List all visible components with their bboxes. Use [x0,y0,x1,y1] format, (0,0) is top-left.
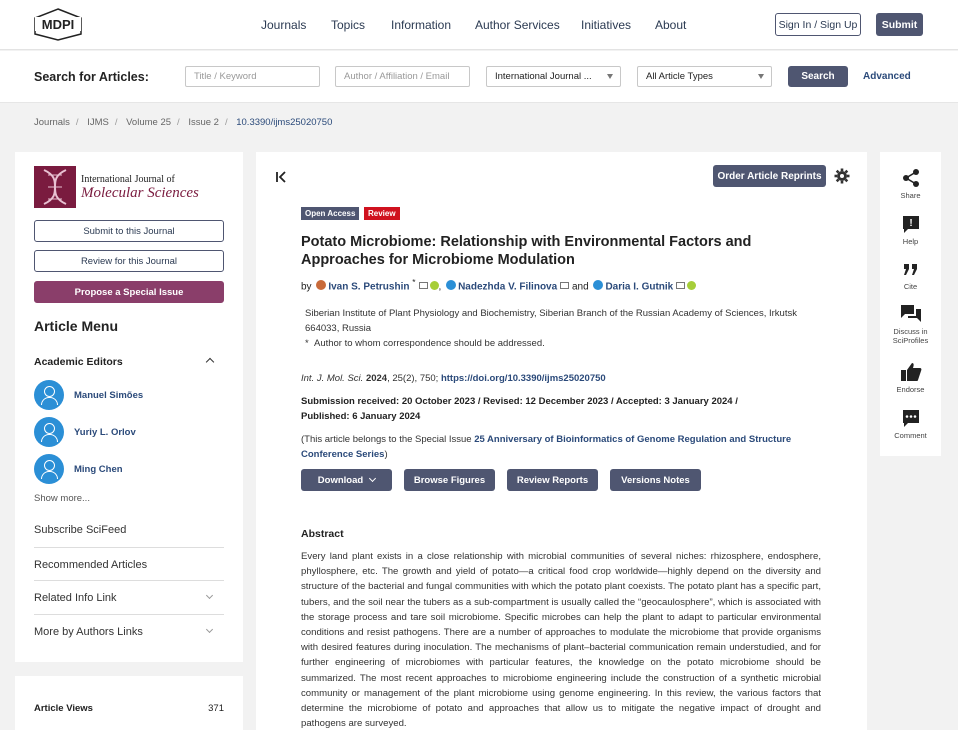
journal-cover-logo[interactable] [34,166,76,208]
author-list: by Ivan S. Petrushin * , Nadezhda V. Filinova and Daria I. Gutnik [301,277,696,292]
journal-select-value: International Journal ... [495,71,592,82]
article-views-label: Article Views [34,703,93,714]
sign-in-button[interactable]: Sign In / Sign Up [775,13,861,36]
search-button[interactable]: Search [788,66,848,87]
title-keyword-input[interactable]: Title / Keyword [185,66,320,87]
order-reprints-button[interactable]: Order Article Reprints [713,165,826,187]
cite-label: Cite [903,282,918,291]
left-sidebar [15,152,243,662]
cite-action[interactable] [880,261,941,291]
review-for-journal-button[interactable]: Review for this Journal [34,250,224,272]
journal-name-line1[interactable]: International Journal of [81,174,175,185]
cite-journal: Int. J. Mol. Sci. [301,373,364,384]
breadcrumb: Journals / IJMS / Volume 25 / Issue 2 / 10.3390/ijms25020750 [34,117,333,128]
comment-action[interactable] [880,408,941,440]
submit-to-journal-button[interactable]: Submit to this Journal [34,220,224,242]
versions-notes-button[interactable]: Versions Notes [610,469,701,491]
chevron-down-icon [607,74,613,79]
browse-figures-button[interactable]: Browse Figures [404,469,495,491]
chevron-down-icon [758,74,764,79]
mail-icon[interactable] [676,282,685,289]
journal-name-line2[interactable]: Molecular Sciences [81,185,199,201]
download-label: Download [317,474,364,486]
and-label: and [571,281,589,293]
advanced-search-link[interactable]: Advanced [863,71,911,82]
search-label: Search for Articles: [34,70,149,84]
menu-subscribe-scifeed[interactable] [34,513,224,546]
logo-text: MDPI [41,17,75,32]
menu-label: Recommended Articles [34,559,148,571]
search-bar [0,51,958,103]
article-main [256,152,867,730]
editor-name[interactable]: Ming Chen [74,464,123,475]
comment-icon [901,408,921,428]
endorse-label: Endorse [896,385,925,394]
show-more-link[interactable]: Show more... [34,493,90,504]
first-page-icon[interactable] [275,171,287,183]
article-type-select[interactable] [637,66,772,87]
open-access-badge: Open Access [301,207,359,220]
special-issue-link[interactable]: 25 Anniversary of Bioinformatics of Genome Regulation and Structure Conference Series [301,434,792,460]
by-label: by [301,281,312,293]
affiliation: Siberian Institute of Plant Physiology and Biochemistry, Siberian Branch of the Russian Academy of Sciences, Irkutsk 664033, Russia [305,308,797,334]
breadcrumb-ijms[interactable]: IJMS [87,117,109,128]
chevron-down-icon [369,475,376,482]
breadcrumb-doi[interactable]: 10.3390/ijms25020750 [236,117,333,128]
article-views-count: 371 [208,703,224,714]
special-issue-prefix: (This article belongs to the Special Issue [301,434,472,445]
discussion-icon [900,304,922,324]
abstract-heading: Abstract [301,528,344,540]
user-icon [446,280,456,290]
nav-information[interactable]: Information [391,18,452,32]
abstract-text: Every land plant exists in a close relationship with microbial communities of several niches: rhizosphere, endosphere, phyllosphere, etc. The growth and yield of potato—a critical food crop worldwide—highly depend on the diversity and structure of the bacterial and fungal communities with which the potato plant coexists. The potato plant has a specific part, tubers, and the soil near the tubers as a sub-compartment is usually called the “geocaulosphere”, which is associated with the storage process and tare soil microbiome. Specific microbes can help the plant to adapt to particular environmental conditions and resist pathogens. There are a number of approaches to modulate the microbiome that provide organisms with desired features during inoculation. The mechanisms of plant–bacterial communication remain understudied, and for further engineering of microbiomes with particular features, the knowledge on the potato microbiome should be summarized. The most recent approaches to microbiome engineering include the construction of a synthetic microbial community or management of the plant microbiome using genome engineering. In this review, the various factors that determine the microbiome of potato and approaches that allow us to mitigate the negative impact of drought and pathogens are surveyed. [301,551,821,730]
nav-about[interactable]: About [655,18,687,32]
right-action-bar [880,152,941,456]
thumbs-up-icon [900,362,922,382]
chevron-down-icon [206,592,213,599]
doi-link[interactable]: https://doi.org/10.3390/ijms25020750 [440,373,606,384]
submit-button[interactable]: Submit [876,13,923,36]
author-link[interactable]: Daria I. Gutnik [605,281,674,293]
quote-icon [901,261,921,279]
menu-more-by-authors[interactable] [34,614,224,647]
avatar [34,380,64,410]
propose-special-issue-button[interactable]: Propose a Special Issue [34,281,224,303]
correspondence-note: * Author to whom correspondence should be addressed. [305,338,545,349]
mail-icon[interactable] [419,282,428,289]
author-affiliation-input[interactable]: Author / Affiliation / Email [335,66,470,87]
discuss-label-1: Discuss in [893,327,928,336]
special-issue-note [301,432,831,462]
special-issue-suffix: ) [384,449,388,460]
menu-recommended-articles[interactable] [34,547,224,580]
breadcrumb-issue[interactable]: Issue 2 [188,117,219,128]
menu-label: More by Authors Links [34,626,143,638]
orcid-icon[interactable] [430,281,439,290]
review-badge: Review [364,207,400,220]
orcid-icon[interactable] [687,281,696,290]
academic-editors-heading[interactable]: Academic Editors [34,356,123,368]
journal-select[interactable] [486,66,621,87]
discuss-action[interactable] [880,304,941,345]
nav-journals[interactable]: Journals [261,18,307,32]
article-title: Potato Microbiome: Relationship with Environmental Factors and Approaches for Microbiome Modulation [301,234,752,268]
nav-author-services[interactable]: Author Services [475,18,560,32]
editor-name[interactable]: Yuriy L. Orlov [74,427,136,438]
article-dates: Submission received: 20 October 2023 / Revised: 12 December 2023 / Accepted: 3 January 2024 / Published: 6 January 2024 [301,396,738,422]
avatar [34,417,64,447]
menu-label: Related Info Link [34,592,117,604]
author-link[interactable]: Ivan S. Petrushin [328,281,410,293]
svg-text:!: ! [908,218,913,229]
article-type-value: All Article Types [646,71,713,82]
share-label: Share [900,191,921,200]
comment-label: Comment [894,431,927,440]
article-metrics-card [15,676,243,730]
help-label: Help [902,237,919,246]
avatar [34,454,64,484]
user-icon [316,280,326,290]
cite-volume: , 25(2), 750; [387,373,439,384]
help-action[interactable] [880,214,941,246]
citation [301,373,606,384]
download-button[interactable] [301,469,392,491]
menu-label: Subscribe SciFeed [34,524,127,536]
cite-year: 2024 [365,373,388,384]
breadcrumb-volume[interactable]: Volume 25 [126,117,172,128]
user-icon [593,280,603,290]
chevron-down-icon [206,626,213,633]
mdpi-logo[interactable] [33,8,83,41]
correspondence-text: Author to whom correspondence should be addressed. [313,338,545,349]
nav-initiatives[interactable]: Initiatives [581,18,632,32]
endorse-action[interactable] [880,362,941,394]
help-icon [901,214,921,234]
share-icon [901,168,921,188]
review-reports-button[interactable]: Review Reports [507,469,598,491]
dna-icon [34,166,76,208]
nav-topics[interactable]: Topics [331,18,366,32]
editor-name[interactable]: Manuel Simões [74,390,144,401]
author-link[interactable]: Nadezhda V. Filinova [458,281,558,293]
share-action[interactable] [880,168,941,200]
top-navigation-bar [0,0,958,50]
breadcrumb-journals[interactable]: Journals [34,117,70,128]
gear-icon[interactable] [834,168,850,184]
discuss-label-2: SciProfiles [892,336,929,345]
article-menu-heading: Article Menu [34,318,119,334]
mail-icon[interactable] [560,282,569,289]
menu-related-info-link[interactable] [34,580,224,613]
chevron-up-icon[interactable] [206,358,214,366]
